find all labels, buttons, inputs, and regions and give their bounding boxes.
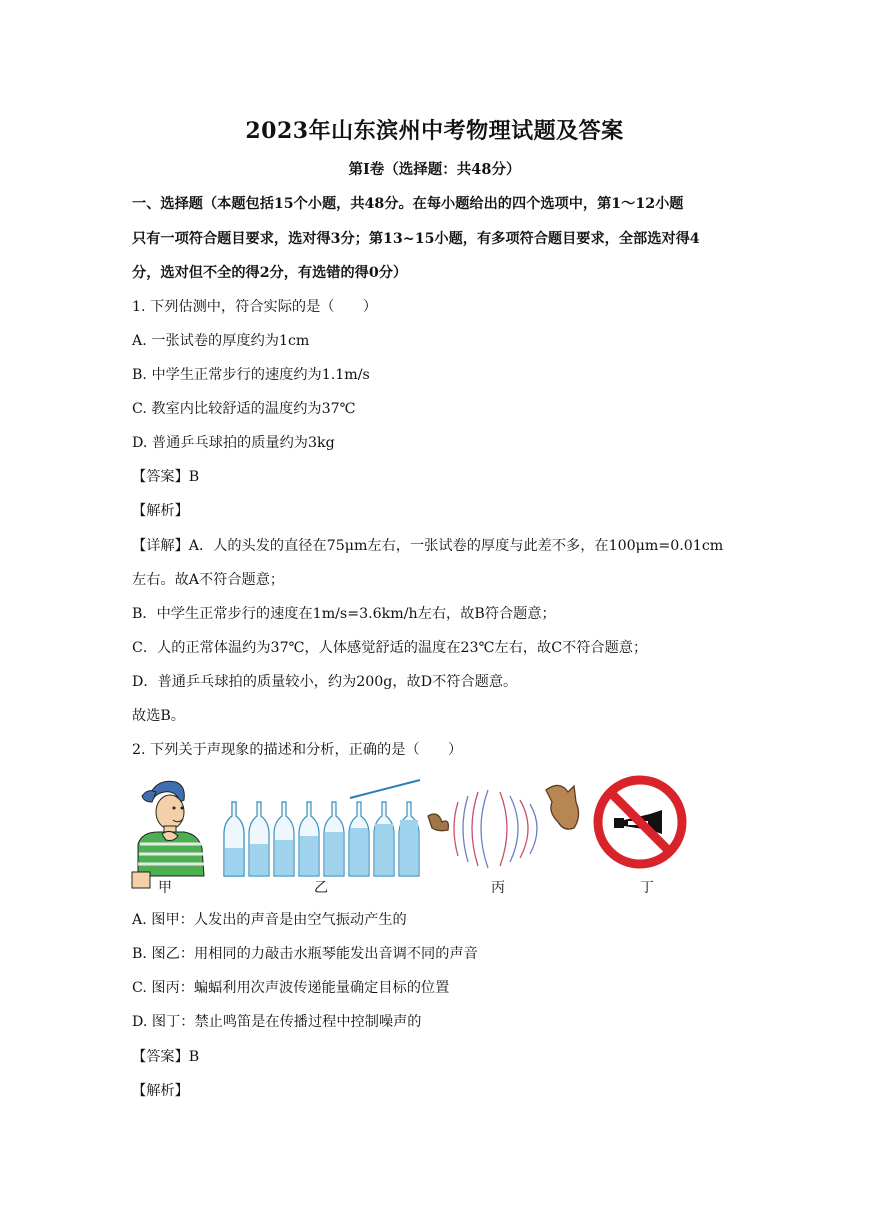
question-1-option-c: C. 教室内比较舒适的温度约为37℃ bbox=[132, 401, 356, 417]
water-bottles-row bbox=[224, 780, 420, 876]
question-2-option-d: D. 图丁：禁止鸣笛是在传播过程中控制噪声的 bbox=[132, 1014, 422, 1030]
no-honking-sign-illustration bbox=[598, 780, 682, 864]
question-1-option-b: B. 中学生正常步行的速度约为1.1m/s bbox=[132, 367, 370, 383]
question-1-detail-line: 【详解】A．人的头发的直径在75μm左右，一张试卷的厚度与此差不多，在100μm=0.01cm bbox=[132, 538, 724, 554]
question-2-option-b: B. 图乙：用相同的力敲击水瓶琴能发出音调不同的声音 bbox=[132, 946, 478, 962]
question-1-answer: 【答案】B bbox=[132, 469, 200, 485]
question-2-answer: 【答案】B bbox=[132, 1049, 200, 1065]
figure-label-jia: 甲 bbox=[158, 880, 172, 896]
section-subtitle: 第Ⅰ卷（选择题：共48分） bbox=[348, 161, 521, 178]
question-2-analysis-heading: 【解析】 bbox=[132, 1083, 189, 1099]
section-intro-line: 分，选对但不全的得2分，有选错的得0分） bbox=[132, 265, 408, 281]
bat-echolocation-illustration bbox=[428, 785, 579, 868]
question-1-analysis-heading: 【解析】 bbox=[132, 503, 189, 519]
section-intro-line: 一、选择题（本题包括15个小题，共48分。在每小题给出的四个选项中，第1～12小题 bbox=[132, 196, 684, 212]
page-title: 2023年山东滨州中考物理试题及答案 bbox=[245, 118, 624, 144]
boy-speaking-illustration bbox=[132, 781, 204, 888]
question-1-stem: 1. 下列估测中，符合实际的是（ ） bbox=[132, 299, 378, 315]
question-1-detail-line: D．普通乒乓球拍的质量较小，约为200g，故D不符合题意。 bbox=[132, 674, 518, 690]
figure-label-ding: 丁 bbox=[640, 880, 654, 896]
question-2-option-a: A. 图甲：人发出的声音是由空气振动产生的 bbox=[132, 912, 407, 928]
question-2-figure bbox=[128, 772, 708, 896]
figure-label-yi: 乙 bbox=[314, 880, 328, 896]
figure-label-bing: 丙 bbox=[491, 880, 505, 896]
question-2-option-c: C. 图丙：蝙蝠利用次声波传递能量确定目标的位置 bbox=[132, 980, 450, 996]
question-1-detail-line: 左右。故A不符合题意； bbox=[132, 572, 285, 588]
question-1-detail-line: 故选B。 bbox=[132, 708, 185, 724]
question-1-detail-line: B．中学生正常步行的速度在1m/s=3.6km/h左右，故B符合题意； bbox=[132, 606, 556, 622]
question-1-option-d: D. 普通乒乓球拍的质量约为3kg bbox=[132, 435, 335, 451]
question-1-detail-line: C．人的正常体温约为37℃，人体感觉舒适的温度在23℃左右，故C不符合题意； bbox=[132, 640, 648, 656]
question-2-stem: 2. 下列关于声现象的描述和分析，正确的是（ ） bbox=[132, 742, 463, 758]
question-1-option-a: A. 一张试卷的厚度约为1cm bbox=[132, 333, 310, 349]
section-intro-line: 只有一项符合题目要求，选对得3分；第13~15小题，有多项符合题目要求，全部选对得4 bbox=[132, 231, 700, 247]
